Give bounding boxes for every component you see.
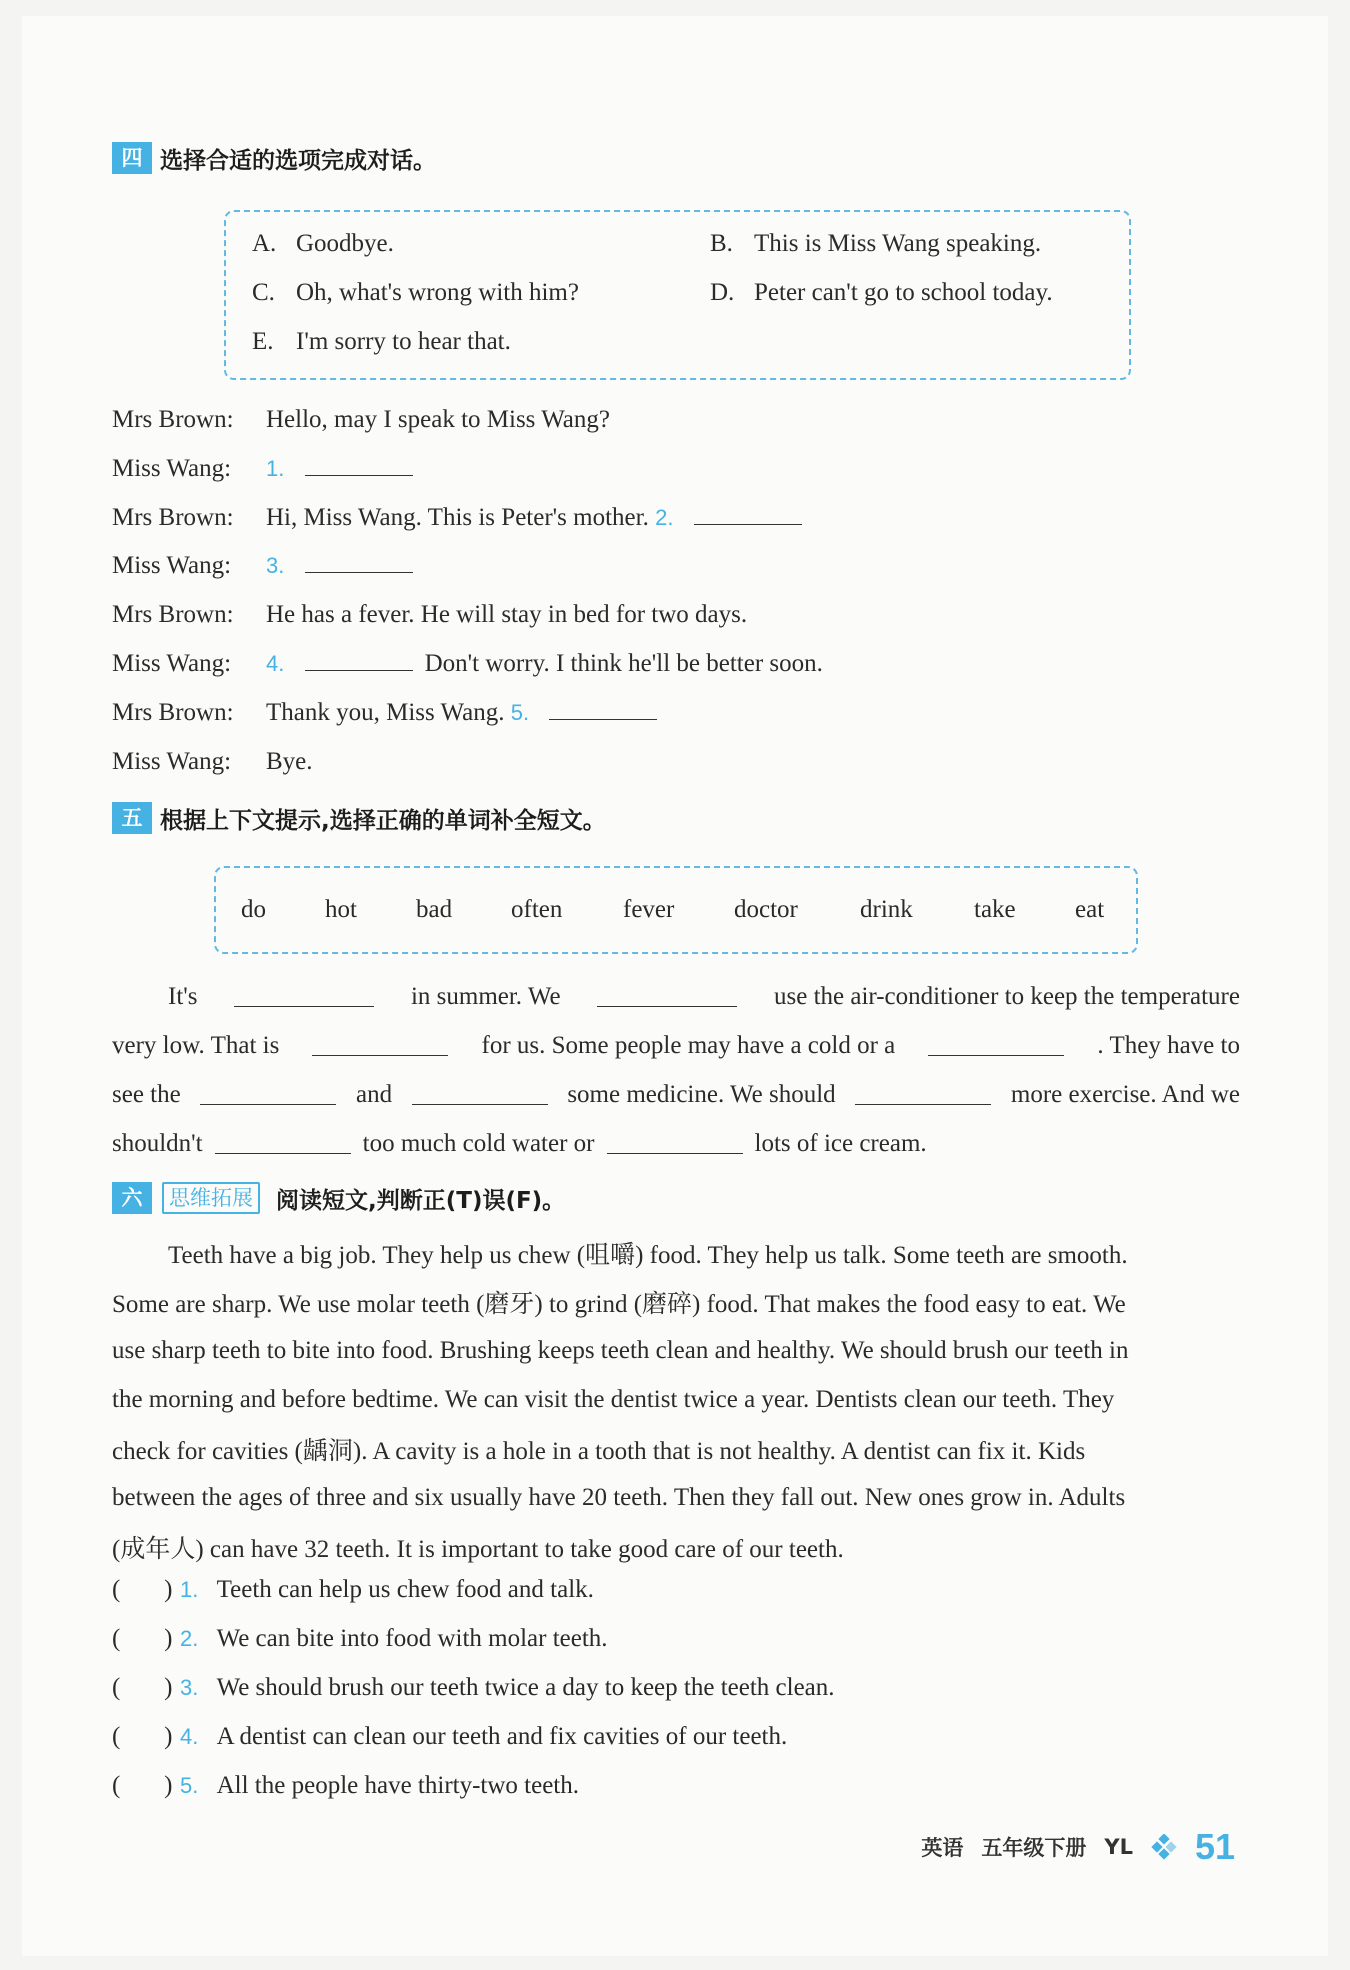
option-text: I'm sorry to hear that. bbox=[296, 328, 511, 355]
question-number: 5. bbox=[510, 700, 530, 725]
tf-question bbox=[112, 1772, 579, 1800]
section5-number: 五 bbox=[112, 802, 152, 834]
cloze-line bbox=[112, 1119, 1240, 1168]
tf-question bbox=[112, 1576, 594, 1604]
cloze-text: some medicine. We should bbox=[567, 1080, 836, 1108]
question-number: 1. bbox=[266, 456, 285, 481]
answer-blank[interactable] bbox=[549, 699, 657, 720]
dialogue-line bbox=[112, 455, 413, 483]
option-letter: B. bbox=[710, 230, 733, 257]
speaker: Mrs Brown: bbox=[112, 699, 234, 726]
cloze-text: for us. Some people may have a cold or a bbox=[481, 1031, 896, 1059]
cloze-blank[interactable] bbox=[855, 1084, 991, 1105]
dialogue-text: Bye. bbox=[266, 748, 313, 775]
cloze-text: . They have to bbox=[1097, 1031, 1240, 1059]
section6-heading bbox=[112, 1180, 565, 1216]
dialogue-line bbox=[112, 504, 802, 532]
dialogue-line bbox=[112, 650, 823, 678]
passage-line: check for cavities (龋洞). A cavity is a hole in a tooth that is not healthy. A dentist can fix it. Kids bbox=[112, 1437, 1086, 1465]
cloze-blank[interactable] bbox=[597, 986, 737, 1007]
cloze-line bbox=[112, 972, 1240, 1021]
speaker: Miss Wang: bbox=[112, 552, 232, 579]
cloze-blank[interactable] bbox=[607, 1133, 743, 1154]
section5-heading bbox=[112, 800, 606, 836]
tf-question bbox=[112, 1723, 787, 1751]
question-text: All the people have thirty-two teeth. bbox=[216, 1772, 579, 1799]
dialogue-line bbox=[112, 699, 657, 727]
question-number: 4. bbox=[180, 1724, 199, 1749]
answer-parens[interactable]: ( ) bbox=[112, 1674, 173, 1701]
passage-line: the morning and before bedtime. We can visit the dentist twice a year. Dentists clean our teeth. They bbox=[112, 1385, 1115, 1413]
question-text: Teeth can help us chew food and talk. bbox=[216, 1576, 594, 1603]
option-letter: D. bbox=[710, 279, 735, 306]
footer-subject: 英语 bbox=[921, 1836, 964, 1860]
cloze-line bbox=[112, 1070, 1240, 1119]
question-number: 2. bbox=[655, 505, 674, 530]
dialogue-line bbox=[112, 552, 413, 580]
option-a bbox=[252, 230, 394, 258]
cloze-line bbox=[112, 1021, 1240, 1070]
question-text: We can bite into food with molar teeth. bbox=[216, 1625, 608, 1652]
option-d bbox=[710, 279, 1053, 307]
cloze-text: see the bbox=[112, 1080, 181, 1108]
option-text: Oh, what's wrong with him? bbox=[296, 279, 579, 306]
option-text: Peter can't go to school today. bbox=[754, 279, 1053, 306]
dialogue-text: He has a fever. He will stay in bed for two days. bbox=[266, 601, 748, 628]
dialogue-text: Hello, may I speak to Miss Wang? bbox=[266, 406, 610, 433]
page-footer bbox=[921, 1826, 1235, 1868]
passage-line: Some are sharp. We use molar teeth (磨牙) to grind (磨碎) food. That makes the food easy to eat. We bbox=[112, 1290, 1126, 1318]
cloze-text: It's bbox=[168, 982, 198, 1010]
question-number: 5. bbox=[180, 1773, 199, 1798]
cloze-text: very low. That is bbox=[112, 1031, 280, 1059]
passage-line: use sharp teeth to bite into food. Brushing keeps teeth clean and healthy. We should brush our teeth in bbox=[112, 1336, 1129, 1364]
question-text: A dentist can clean our teeth and fix cavities of our teeth. bbox=[216, 1723, 788, 1750]
section6-title: 阅读短文,判断正(T)误(F)。 bbox=[276, 1187, 566, 1214]
footer-grade: 五年级下册 bbox=[981, 1836, 1087, 1860]
word-bank-item: doctor bbox=[734, 896, 798, 923]
section4-heading bbox=[112, 140, 436, 176]
answer-parens[interactable]: ( ) bbox=[112, 1723, 173, 1750]
word-bank-item: do bbox=[241, 896, 266, 923]
cloze-blank[interactable] bbox=[234, 986, 374, 1007]
question-number: 4. bbox=[266, 651, 285, 676]
dialogue-line bbox=[112, 406, 610, 434]
word-bank-item: often bbox=[511, 896, 563, 923]
question-number: 3. bbox=[266, 553, 285, 578]
cloze-text: shouldn't bbox=[112, 1129, 203, 1157]
cloze-text: use the air-conditioner to keep the temperature bbox=[774, 982, 1240, 1010]
section6-number: 六 bbox=[112, 1182, 152, 1214]
diamond-icon bbox=[1151, 1834, 1177, 1860]
word-bank-item: take bbox=[974, 896, 1016, 923]
speaker: Mrs Brown: bbox=[112, 601, 234, 628]
cloze-blank[interactable] bbox=[312, 1035, 448, 1056]
answer-parens[interactable]: ( ) bbox=[112, 1772, 173, 1799]
speaker: Mrs Brown: bbox=[112, 504, 234, 531]
section4-title: 选择合适的选项完成对话。 bbox=[160, 147, 436, 174]
answer-blank[interactable] bbox=[305, 552, 413, 573]
cloze-text: more exercise. And we bbox=[1010, 1080, 1240, 1108]
speaker: Miss Wang: bbox=[112, 650, 232, 677]
dialogue-text: Thank you, Miss Wang. bbox=[266, 699, 505, 726]
answer-blank[interactable] bbox=[305, 455, 413, 476]
tf-question bbox=[112, 1674, 835, 1702]
dialogue-text: Don't worry. I think he'll be better soon. bbox=[424, 650, 823, 677]
cloze-text: in summer. We bbox=[410, 982, 561, 1010]
answer-parens[interactable]: ( ) bbox=[112, 1625, 173, 1652]
option-c bbox=[252, 279, 579, 307]
speaker: Miss Wang: bbox=[112, 748, 232, 775]
option-b bbox=[710, 230, 1041, 258]
word-bank-item: bad bbox=[416, 896, 453, 923]
word-bank-item: eat bbox=[1075, 896, 1105, 923]
passage-line: between the ages of three and six usually have 20 teeth. Then they fall out. New ones grow in. Adults bbox=[112, 1483, 1126, 1511]
dialogue-line bbox=[112, 748, 313, 776]
cloze-blank[interactable] bbox=[200, 1084, 336, 1105]
option-letter: E. bbox=[252, 328, 274, 355]
section6-tag: 思维拓展 bbox=[162, 1182, 260, 1214]
cloze-text: too much cold water or bbox=[362, 1129, 595, 1157]
option-letter: A. bbox=[252, 230, 277, 257]
word-bank-item: drink bbox=[860, 896, 913, 923]
question-text: We should brush our teeth twice a day to keep the teeth clean. bbox=[216, 1674, 835, 1701]
option-text: This is Miss Wang speaking. bbox=[754, 230, 1042, 257]
section4-number: 四 bbox=[112, 142, 152, 174]
option-letter: C. bbox=[252, 279, 275, 306]
footer-edition: YL bbox=[1104, 1835, 1133, 1859]
cloze-blank[interactable] bbox=[412, 1084, 548, 1105]
cloze-blank[interactable] bbox=[215, 1133, 351, 1154]
tf-question bbox=[112, 1625, 608, 1653]
word-bank-item: fever bbox=[623, 896, 675, 923]
passage-line: Teeth have a big job. They help us chew (咀嚼) food. They help us talk. Some teeth are smooth. bbox=[168, 1241, 1128, 1269]
dialogue-text: Hi, Miss Wang. This is Peter's mother. bbox=[266, 504, 649, 531]
section5-title: 根据上下文提示,选择正确的单词补全短文。 bbox=[160, 807, 606, 834]
cloze-passage bbox=[112, 972, 1240, 1168]
speaker: Miss Wang: bbox=[112, 455, 232, 482]
cloze-blank[interactable] bbox=[928, 1035, 1064, 1056]
reading-passage bbox=[112, 1228, 1240, 1571]
option-e bbox=[252, 328, 511, 356]
option-text: Goodbye. bbox=[296, 230, 394, 257]
question-number: 2. bbox=[180, 1626, 199, 1651]
answer-blank[interactable] bbox=[694, 504, 802, 525]
speaker: Mrs Brown: bbox=[112, 406, 234, 433]
answer-blank[interactable] bbox=[305, 650, 413, 671]
dialogue-line bbox=[112, 601, 747, 629]
question-number: 1. bbox=[180, 1577, 199, 1602]
page-number: 51 bbox=[1194, 1826, 1235, 1867]
cloze-text: lots of ice cream. bbox=[754, 1129, 927, 1157]
answer-parens[interactable]: ( ) bbox=[112, 1576, 173, 1603]
cloze-text: and bbox=[355, 1080, 393, 1108]
word-bank-item: hot bbox=[325, 896, 357, 923]
passage-line: (成年人) can have 32 teeth. It is important to take good care of our teeth. bbox=[112, 1535, 844, 1563]
question-number: 3. bbox=[180, 1675, 199, 1700]
